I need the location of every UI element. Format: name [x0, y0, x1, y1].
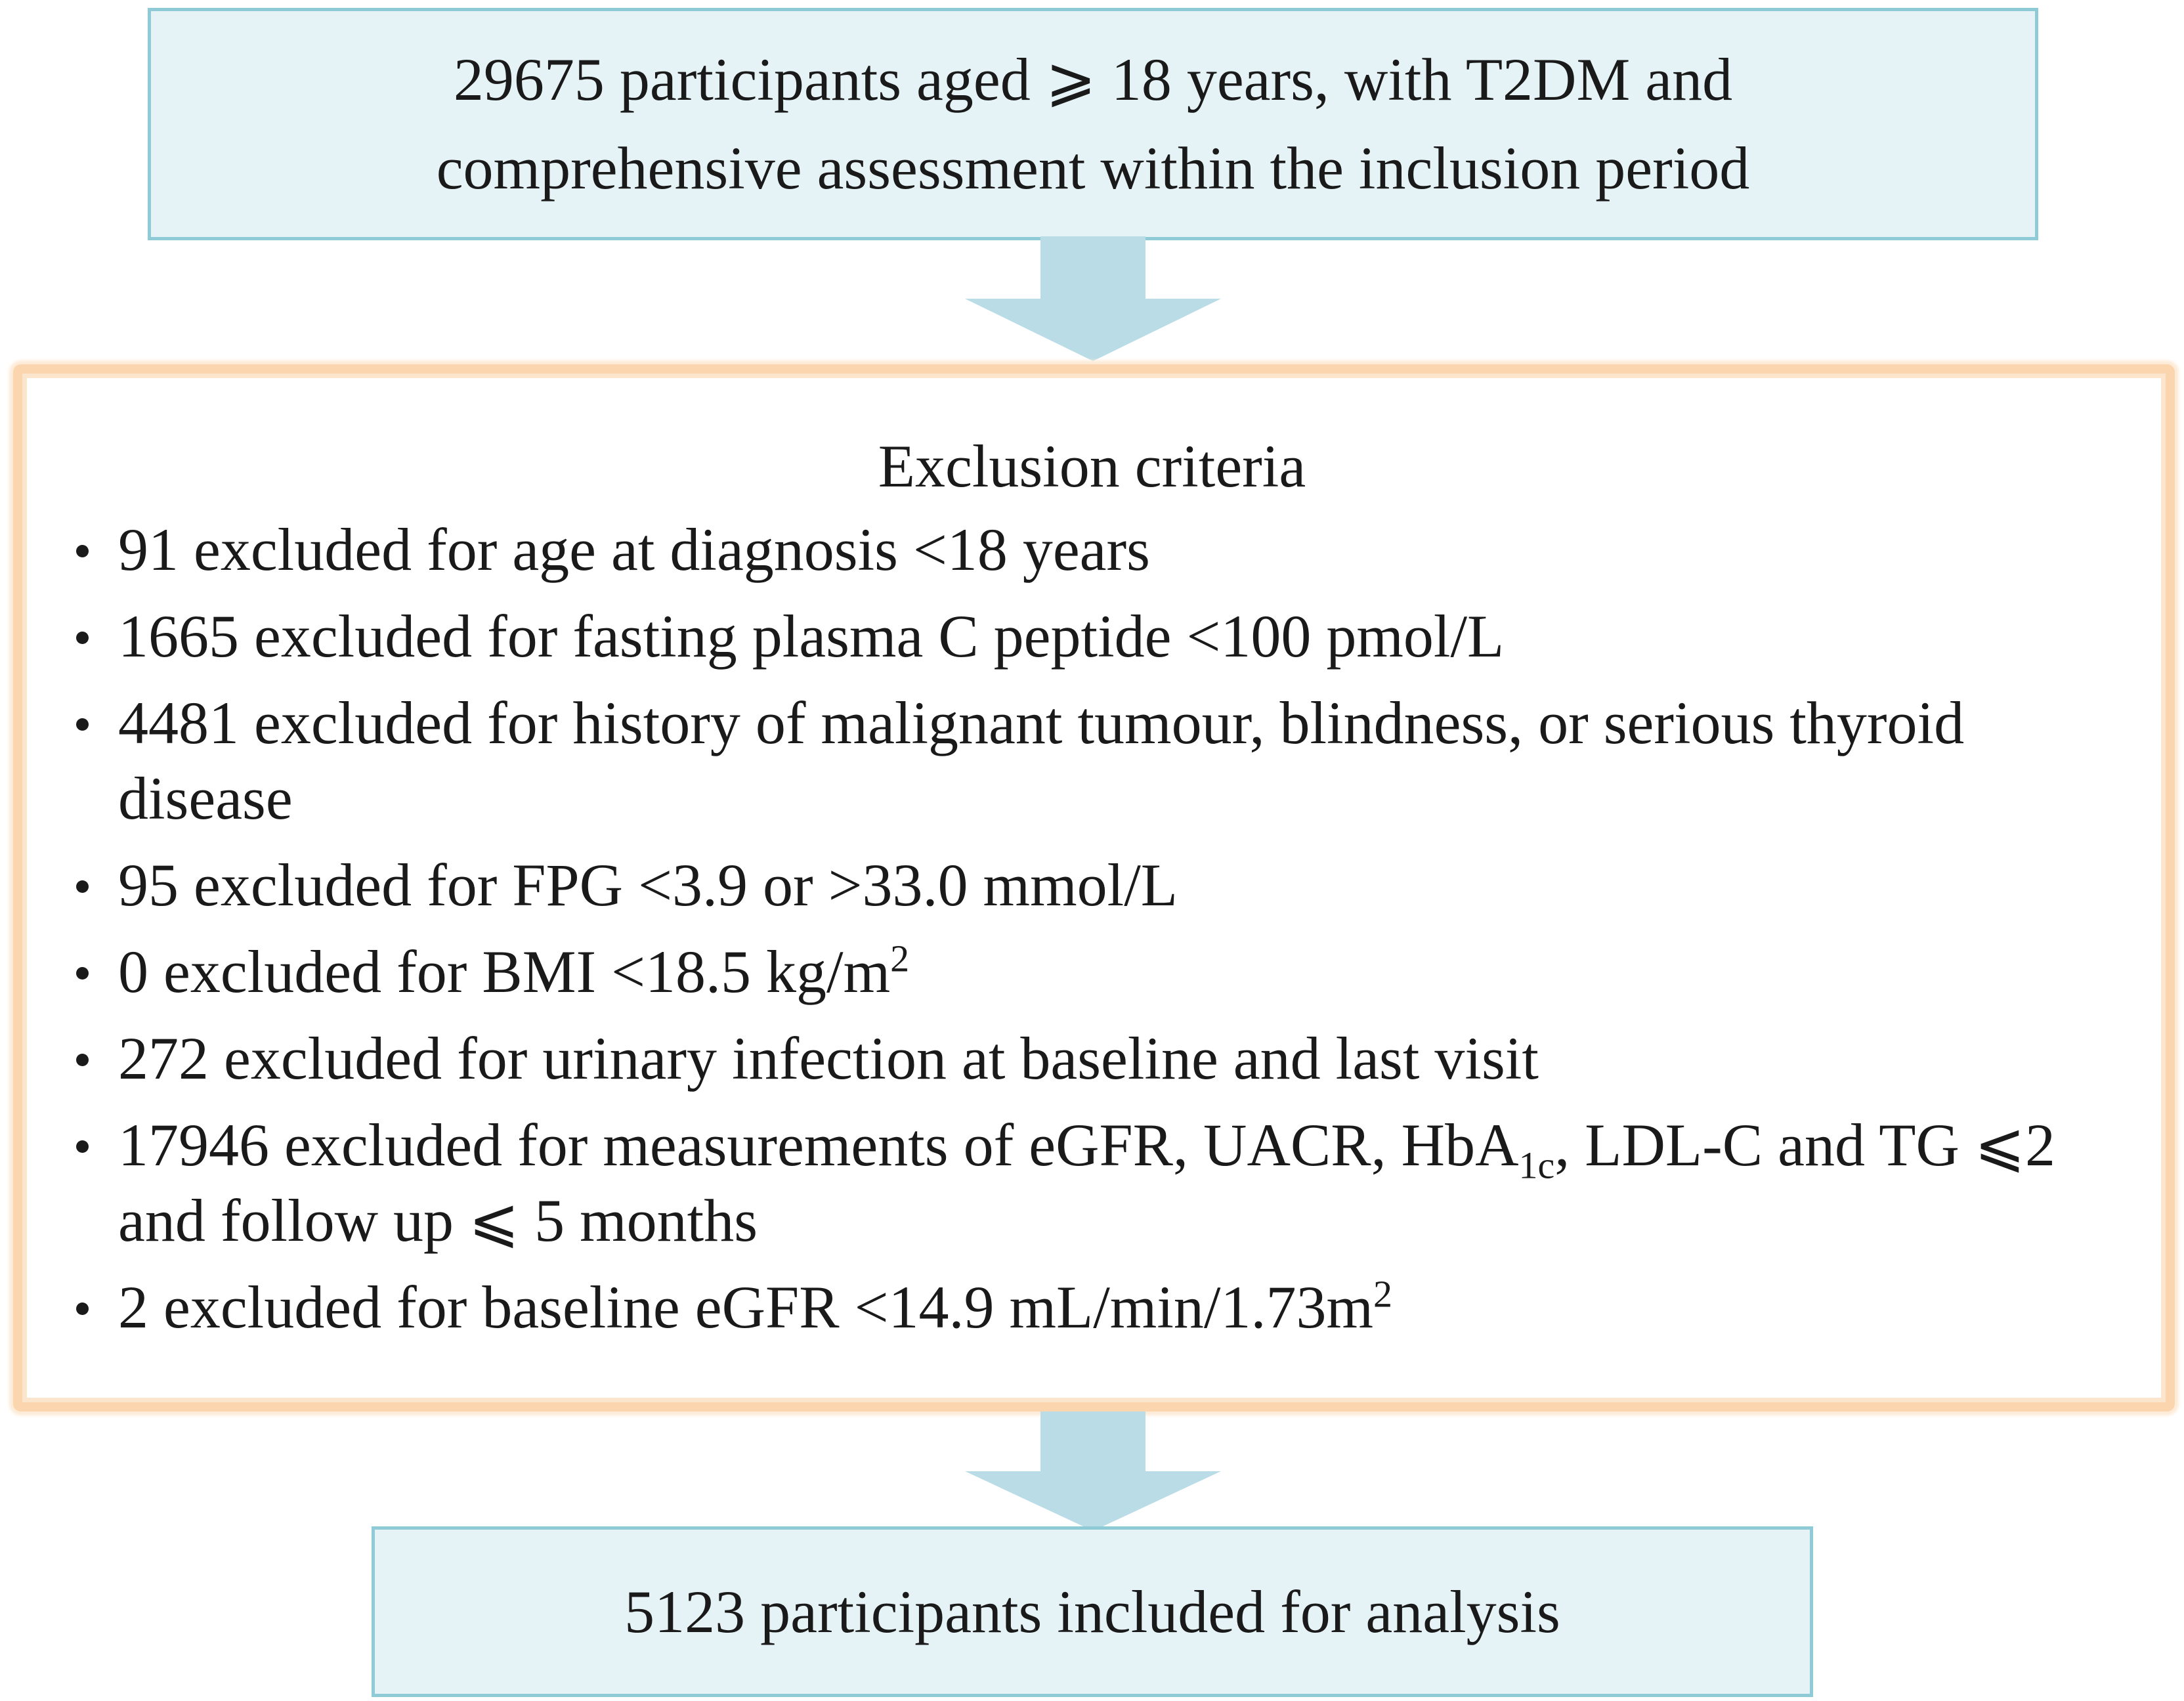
criterion-text: 1665 excluded for fasting plasma C peptide <100 pmol/L: [118, 603, 1505, 670]
bottom-box-included: [372, 1526, 1813, 1697]
bottom-box-text: 5123 participants included for analysis: [624, 1578, 1560, 1645]
criterion-text: 2 excluded for baseline eGFR <14.9 mL/min/1.73m: [118, 1274, 1374, 1341]
top-box-line-2: comprehensive assessment within the inclusion period: [436, 135, 1750, 202]
top-box-line-1: 29675 participants aged ⩾ 18 years, with T2DM and: [453, 46, 1733, 113]
exclusion-criteria-title: Exclusion criteria: [878, 433, 1306, 500]
exclusion-criteria-list: [68, 512, 2097, 1356]
criterion-superscript: 2: [1373, 1272, 1393, 1316]
criterion-baseline-egfr: [68, 1270, 2097, 1345]
criterion-malignant-tumour: [68, 685, 2097, 836]
criterion-superscript: 2: [890, 937, 910, 980]
criterion-text: 4481 excluded for history of malignant tumour, blindness, or serious thyroid disease: [118, 689, 1965, 832]
down-arrow-icon: [965, 1411, 1221, 1531]
criterion-bmi: [68, 934, 2097, 1010]
criterion-text: 95 excluded for FPG <3.9 or >33.0 mmol/L: [118, 851, 1178, 918]
criterion-measurements: [68, 1108, 2097, 1259]
criterion-subscript: 1c: [1518, 1144, 1555, 1187]
criterion-fpg: [68, 848, 2097, 923]
criterion-text: 91 excluded for age at diagnosis <18 years: [118, 516, 1150, 583]
criterion-c-peptide: [68, 599, 2097, 674]
top-box-text: [437, 35, 1750, 213]
criterion-urinary-infection: [68, 1021, 2097, 1096]
criterion-text: 272 excluded for urinary infection at baseline and last visit: [118, 1025, 1539, 1092]
top-box-participants: [148, 8, 2038, 240]
down-arrow-icon: [965, 236, 1221, 361]
criterion-text: 0 excluded for BMI <18.5 kg/m: [118, 938, 891, 1005]
criterion-text-part-a: 17946 excluded for measurements of eGFR, UACR, HbA: [118, 1111, 1519, 1178]
criterion-age-at-diagnosis: [68, 512, 2097, 588]
criterion-text-part-b: , LDL-C and TG ⩽2 and follow up ⩽ 5 months: [118, 1111, 2056, 1254]
